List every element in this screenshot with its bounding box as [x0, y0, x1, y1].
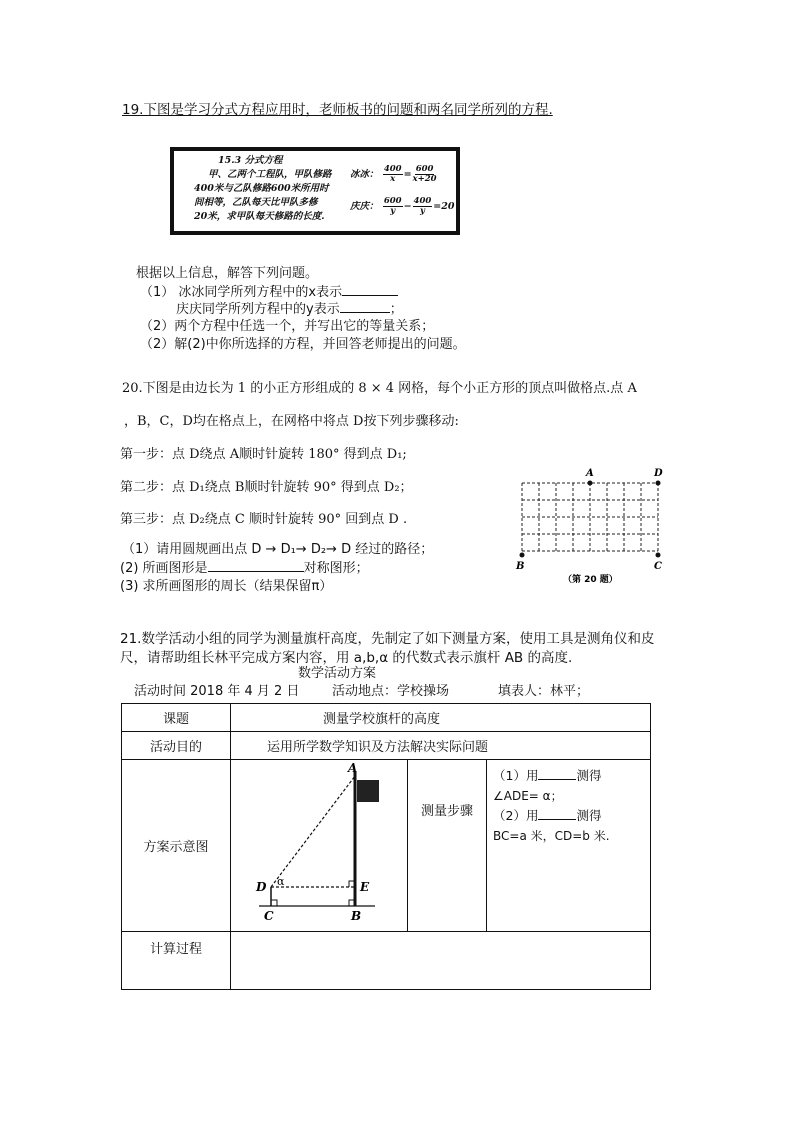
step1-angle: ∠ADE= α；	[493, 789, 563, 803]
denominator: x	[390, 174, 396, 184]
q20-step2: 第二步：点 D₁绕点 B顺时针旋转 90° 得到点 D₂；	[120, 480, 413, 495]
q20-line1: 20.下图是由边长为 1 的小正方形组成的 8 × 4 网格，每个小正方形的顶点叫做格点.点 A	[122, 381, 637, 396]
table-row	[122, 732, 651, 760]
q19-intro: 根据以上信息，解答下列问题。	[136, 266, 319, 281]
numerator: 600	[383, 196, 402, 206]
denominator: y	[419, 206, 425, 216]
board-line: 20米，求甲队每天修路的长度.	[194, 211, 325, 222]
equation-tail: =20	[433, 201, 455, 212]
q20-sub2	[120, 557, 369, 576]
board-title: 15.3 分式方程	[218, 155, 283, 166]
label-A: A	[348, 761, 358, 775]
bing-label: 冰冰：	[350, 169, 379, 180]
q20-step1: 第一步：点 D绕点 A顺时针旋转 180° 得到点 D₁;	[120, 447, 407, 462]
board-line: 间相等，乙队每天比甲队多修	[194, 197, 318, 208]
board-line: 甲、乙两个工程队，甲队修路	[208, 169, 332, 180]
label-alpha: α	[277, 875, 285, 888]
point-B	[520, 553, 525, 558]
table-row	[122, 760, 651, 932]
numerator: 400	[383, 164, 402, 174]
q20-line2: ，B，C，D均在格点上，在网格中将点 D按下列步骤移动:	[124, 414, 459, 429]
answer-blank[interactable]	[342, 283, 398, 296]
steps-cell	[487, 760, 651, 932]
flag	[357, 780, 379, 802]
row-label-purpose: 活动目的	[122, 732, 231, 760]
row-value-purpose: 运用所学数学知识及方法解决实际问题	[231, 732, 651, 760]
sub2-text: (2) 所画图形是	[120, 561, 208, 576]
point-C	[656, 553, 661, 558]
step2-line	[493, 806, 650, 826]
table-row	[122, 932, 651, 990]
plan-table	[121, 703, 651, 990]
right-angle-C	[271, 900, 277, 906]
grid-figure	[505, 465, 675, 590]
label-B: B	[516, 561, 525, 572]
flagpole-diagram	[231, 760, 407, 931]
step2-a: （2）用	[493, 808, 539, 823]
denominator: y	[390, 206, 396, 216]
qing-label: 庆庆：	[350, 201, 379, 212]
q20-sub1: （1）请用圆规画出点 D → D₁→ D₂→ D 经过的路径；	[122, 542, 434, 557]
step2-b: 测得	[576, 808, 602, 823]
grid-lines	[522, 483, 658, 551]
row-label-topic: 课题	[122, 704, 231, 732]
plan-title: 数学活动方案	[298, 666, 377, 681]
answer-blank[interactable]	[538, 767, 576, 780]
row-value-topic: 测量学校旗杆的高度	[231, 704, 651, 732]
answer-blank[interactable]	[208, 559, 304, 572]
fraction	[413, 165, 437, 184]
part1-a-text: （1） 冰冰同学所列方程中的x表示	[140, 285, 343, 300]
label-C: C	[654, 561, 662, 572]
fraction	[383, 197, 403, 216]
diagram-cell	[231, 760, 408, 932]
denominator: x+20	[412, 174, 437, 184]
q20-sub3: (3) 求所画图形的周长（结果保留π）	[120, 579, 333, 594]
label-C: C	[264, 909, 274, 923]
part1-b-end: ；	[389, 302, 403, 317]
grid-caption: （第 20 题）	[563, 575, 618, 585]
point-D	[656, 481, 661, 486]
qing-equation: 庆庆： $\frac{600}{y}$ − $\frac{400}{y}$ =20	[350, 196, 455, 216]
sub2-tail: 对称图形；	[303, 561, 369, 576]
sight-line-AD	[271, 776, 355, 887]
label-D: D	[256, 880, 267, 894]
q21-line2: 尺，请帮助组长林平完成方案内容，用 a,b,α 的代数式表示旗杆 AB 的高度.	[120, 650, 573, 666]
point-A	[588, 481, 593, 486]
step1-b: 测得	[576, 768, 602, 783]
numerator: 400	[413, 196, 432, 206]
label-B: B	[351, 909, 362, 923]
calc-area[interactable]	[231, 932, 651, 990]
q20-step3: 第三步：点 D₂绕点 C 顺时针旋转 90° 回到点 D .	[120, 512, 408, 527]
row-label-calc: 计算过程	[122, 932, 231, 990]
meta-filler: 填表人：林平；	[498, 684, 590, 699]
blackboard-figure	[170, 147, 460, 235]
q21-line1: 21.数学活动小组的同学为测量旗杆高度，先制定了如下测量方案，使用工具是测角仪和皮	[120, 631, 655, 647]
fraction	[383, 165, 403, 184]
q19-part3: （2）解(2)中你所选择的方程，并回答老师提出的问题。	[140, 337, 466, 352]
step1-a: （1）用	[493, 768, 539, 783]
answer-blank[interactable]	[538, 807, 576, 820]
label-A: A	[586, 468, 594, 479]
bing-equation: 冰冰： $\frac{400}{x}$ = $\frac{600}{x+20}$	[350, 164, 437, 184]
answer-blank[interactable]	[340, 300, 390, 313]
board-line: 400米与乙队修路600米所用时	[194, 183, 329, 194]
label-E: E	[360, 880, 370, 894]
numerator: 600	[415, 164, 434, 174]
q19-heading: 19.下图是学习分式方程应用时，老师板书的问题和两名同学所列的方程.	[122, 102, 553, 118]
meta-place: 活动地点：学校操场	[332, 684, 450, 699]
step1-line	[493, 766, 650, 786]
meta-time: 活动时间 2018 年 4 月 2 日	[134, 684, 300, 699]
step2-lengths: BC=a 米，CD=b 米.	[493, 829, 610, 843]
table-row	[122, 704, 651, 732]
fraction	[413, 197, 433, 216]
row-label-diagram: 方案示意图	[122, 760, 231, 932]
label-D: D	[654, 468, 663, 479]
row-mid-steps: 测量步骤	[408, 760, 487, 932]
part1-b-text: 庆庆同学所列方程中的y表示	[176, 302, 340, 317]
q19-part2: （2）两个方程中任选一个，并写出它的等量关系；	[140, 319, 435, 334]
